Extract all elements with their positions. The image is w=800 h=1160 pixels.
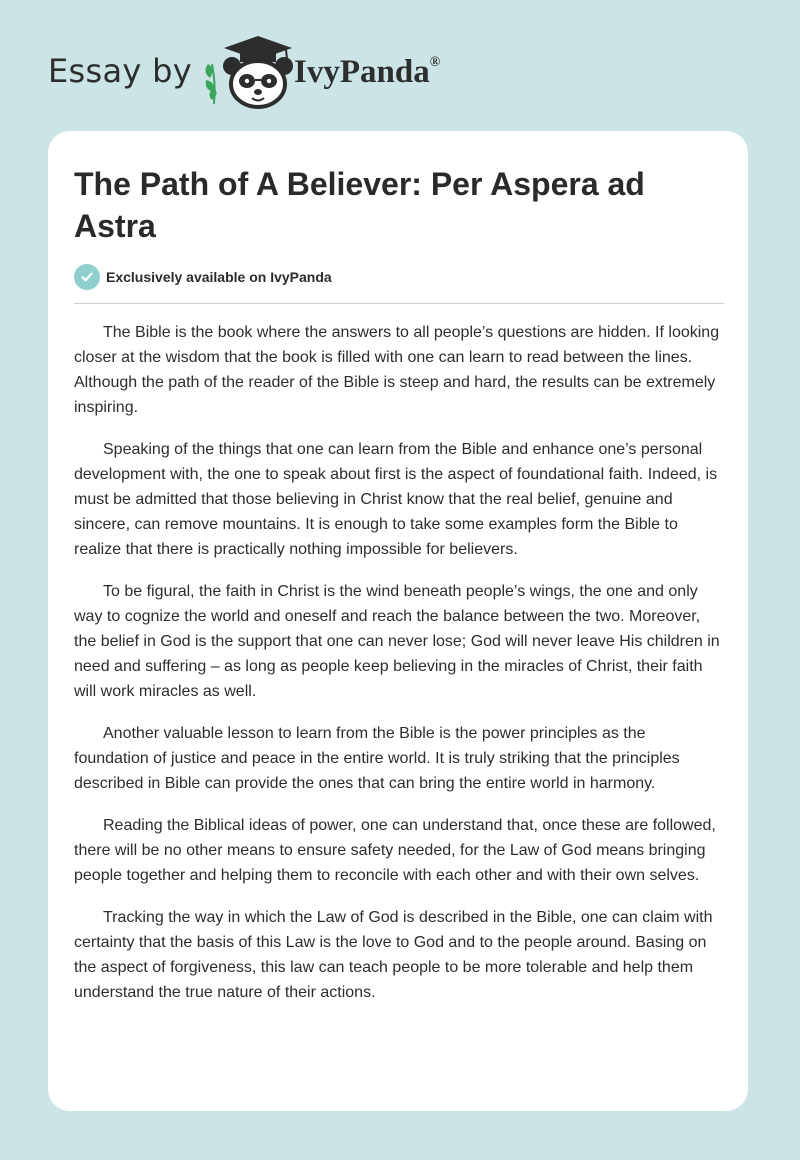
paragraph: Reading the Biblical ideas of power, one can understand that, once these are followed, there will be no other means to ensure safety needed, for the Law of God means bringing people together and helping them to reconcile with each other and with their own selves. [74, 817, 716, 884]
brand-name[interactable]: IvyPanda® [294, 54, 441, 90]
exclusive-badge [74, 264, 332, 290]
essay-card [48, 131, 748, 1111]
exclusive-badge-label: Exclusively available on IvyPanda [106, 269, 332, 285]
paragraph: To be figural, the faith in Christ is the wind beneath people’s wings, the one and only way to cognize the world and oneself and reach the balance between the two. Moreover, the belief in God is the support that one can never lose; God will never leave His children in need and suffering – as long as people keep believing in the miracles of Christ, their faith will work miracles as well. [74, 583, 720, 700]
essay-by-label: Essay by [48, 52, 192, 90]
essay-body [74, 320, 724, 1022]
paragraph: Another valuable lesson to learn from the Bible is the power principles as the foundation of justice and peace in the entire world. It is truly striking that the principles described in Bible can provide the ones that can bring the entire world in harmony. [74, 725, 680, 792]
paragraph: Speaking of the things that one can learn from the Bible and enhance one’s personal development with, the one to speak about first is the aspect of foundational faith. Indeed, is must be admitted that those believing in Christ know that the real belief, genuine and sincere, can remove mountains. It is enough to take some examples form the Bible to realize that there is practically nothing impossible for believers. [74, 441, 718, 558]
panda-graduate-icon[interactable] [200, 34, 296, 110]
check-circle-icon [74, 264, 100, 290]
ivy-leaf-icon [205, 64, 216, 104]
paragraph: The Bible is the book where the answers to all people’s questions are hidden. If looking closer at the wisdom that the book is filled with one can learn to read between the lines. Although the path of the reader of the Bible is steep and hard, the results can be extremely inspiring. [74, 324, 720, 416]
essay-title: The Path of A Believer: Per Aspera ad Astra [74, 166, 645, 244]
title-divider [74, 303, 724, 304]
paragraph: Tracking the way in which the Law of God is described in the Bible, one can claim with certainty that the basis of this Law is the love to God and to the people around. Basing on the aspect of forgiveness, this law can teach people to be more tolerable and help them understand the true nature of their actions. [74, 909, 713, 1001]
site-header [48, 34, 508, 114]
